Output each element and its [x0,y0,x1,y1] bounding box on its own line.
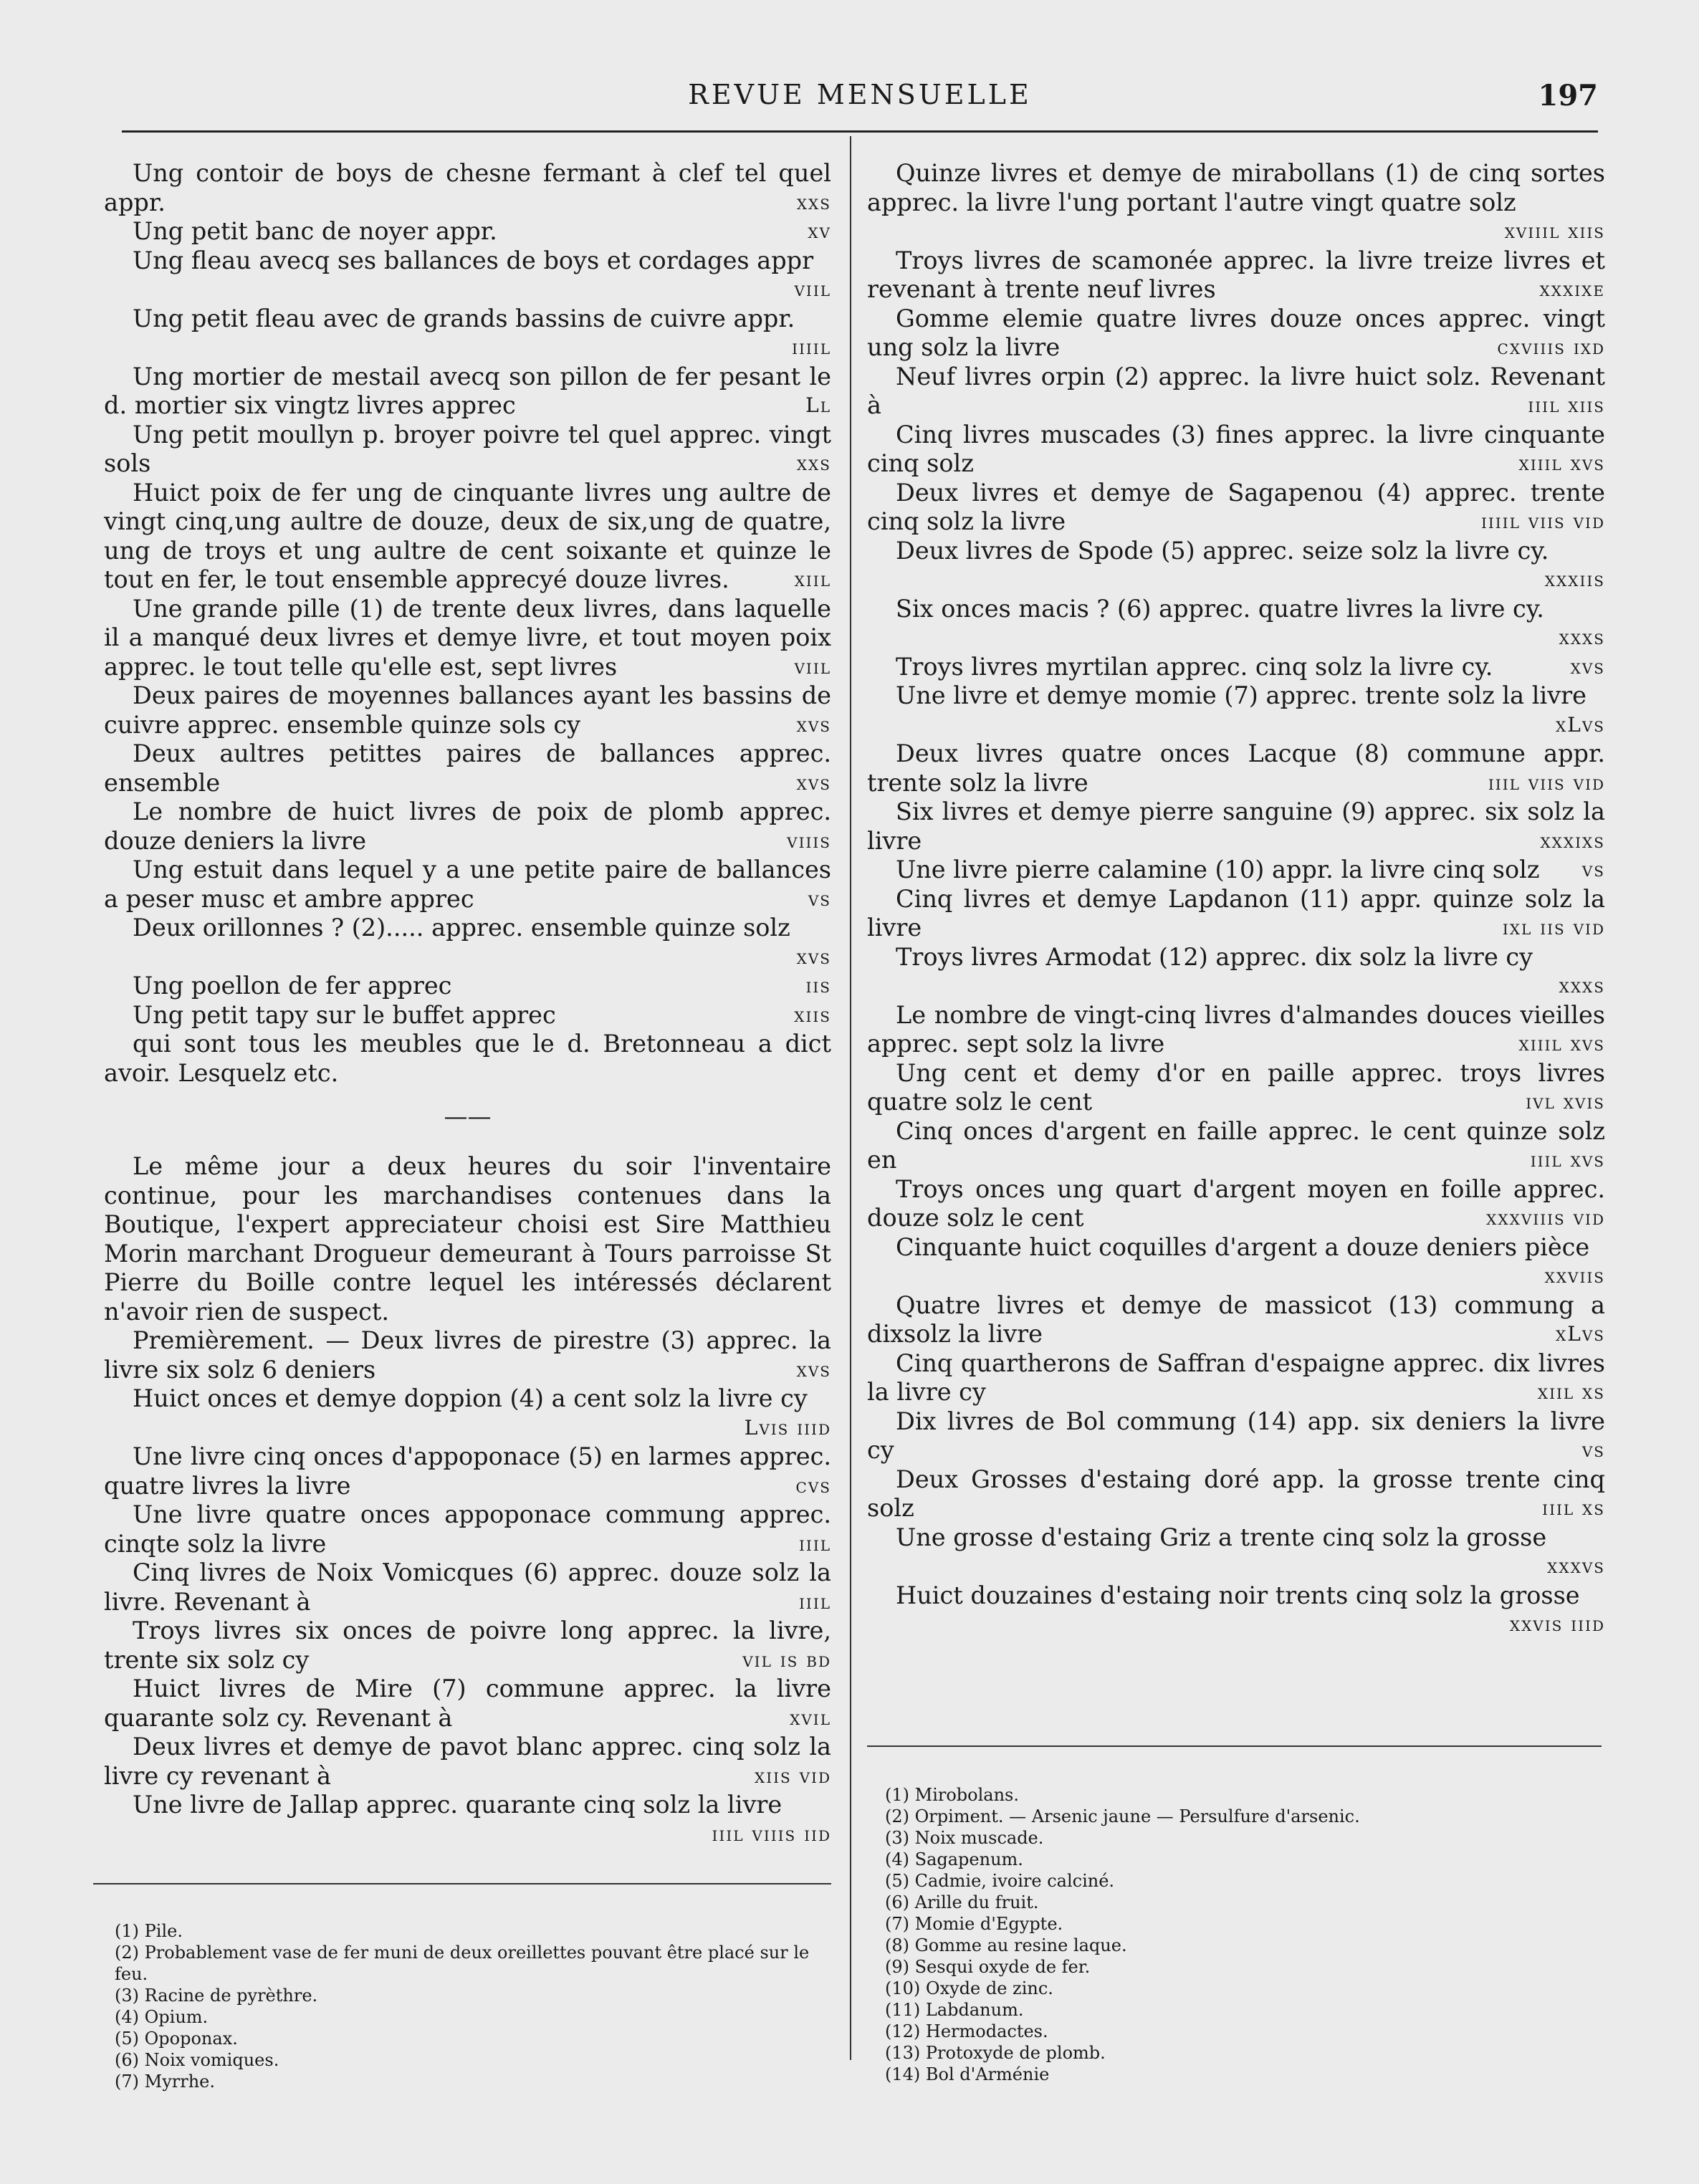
entry-text: Deux aultres petittes paires de ballances apprec. ensemble [104,739,831,797]
inventory-entry [867,421,1605,479]
right-footnotes [885,1784,1587,2085]
inventory-entry [867,1407,1605,1465]
footnote: (2) Probablement vase de fer muni de deux oreillettes pouvant être placé sur le feu. [115,1943,815,1984]
entry-amount: iiil xvs [1530,1148,1605,1172]
inventory-entry [104,305,831,363]
entry-amount: xiis [794,1002,831,1027]
left-footnotes [115,1920,831,2092]
page-header [122,79,1598,122]
entry-text: Cinq quartherons de Saffran d'espaigne apprec. dix livres la livre cy [867,1349,1605,1406]
entry-text: Ung petit banc de noyer appr. [133,217,497,245]
entry-text: Deux Grosses d'estaing doré app. la grosse trente cinq solz [867,1465,1605,1522]
footnote: (9) Sesqui oxyde de fer. [885,1957,1091,1977]
inventory-entry [104,421,831,479]
inventory-entry [104,856,831,914]
inventory-entry [867,159,1605,246]
entry-amount: xvs [796,944,831,969]
right-footnote-rule [867,1745,1602,1747]
entry-amount: iiil viis vid [1488,770,1605,795]
entry-text: Ung fleau avecq ses ballances de boys et cordages appr [133,246,814,274]
entry-amount: xxs [796,451,831,475]
entry-text: Deux paires de moyennes ballances ayant les bassins de cuivre apprec. ensemble quinze sols cy [104,681,831,739]
inventory-entry [104,479,831,595]
entry-text: Huict douzaines d'estaing noir trents cinq solz la grosse [896,1581,1580,1609]
footnote: (5) Cadmie, ivoire calciné. [885,1871,1115,1891]
entry-amount: xxvis iiid [1509,1612,1605,1636]
entry-text: Deux livres et demye de pavot blanc apprec. cinq solz la livre cy revenant à [104,1733,831,1790]
entry-amount: xxxixe [1539,277,1605,301]
footnote: (1) Mirobolans. [885,1785,1019,1805]
entry-text: Dix livres de Bol commung (14) app. six deniers la livre cy [867,1407,1605,1464]
inventory-entry [867,305,1605,363]
entry-amount: xxxvs [1547,1554,1605,1578]
footnote: (3) Noix muscade. [885,1828,1044,1848]
entry-amount: viiis [787,828,831,853]
entry-amount: iiil xs [1542,1496,1605,1520]
entry-text: Cinq onces d'argent en faille apprec. le cent quinze solz en [867,1116,1605,1174]
entry-amount: xxs [796,190,831,214]
inventory-entry [104,1001,831,1030]
right-entries [867,159,1605,1639]
entry-text: Une livre pierre calamine (10) appr. la livre cinq solz [896,856,1540,883]
entry-text: Ung estuit dans lequel y a une petite paire de ballances a peser musc et ambre apprec [104,856,831,913]
inventory-entry [867,856,1605,885]
inventory-entry [867,537,1605,595]
entry-text: Gomme elemie quatre livres douze onces apprec. vingt ung solz la livre [867,304,1605,361]
inventory-entry [867,1117,1605,1175]
inventory-entry [867,1581,1605,1639]
entry-amount: xLvs [1556,712,1605,737]
footnote: (6) Noix vomiques. [115,2050,279,2070]
entry-text: Ung petit tapy sur le buffet apprec [133,1000,556,1029]
inventory-entry [104,595,831,682]
inventory-entry [104,739,831,798]
entry-amount: xiil xs [1537,1380,1605,1404]
entry-text: Une livre et demye momie (7) apprec. trente solz la livre [896,681,1586,709]
entry-amount: cxviiis ixd [1497,335,1605,359]
inventory-entry [867,1291,1605,1349]
entry-amount: xiil [794,567,831,591]
footnote: (1) Pile. [115,1921,183,1941]
entry-amount: vs [1581,858,1605,881]
inventory-entry [104,159,831,217]
entry-text: Premièrement. — Deux livres de pirestre (3) apprec. la livre six solz 6 deniers [104,1326,831,1384]
inventory-entry [867,595,1605,653]
inventory-entry [104,1791,831,1849]
inventory-entry [104,681,831,739]
footnote: (12) Hermodactes. [885,2021,1048,2041]
entry-amount: xiiil xvs [1518,451,1605,475]
entry-amount: xxxs [1559,626,1605,649]
inventory-entry [104,1675,831,1733]
inventory-entry [104,363,831,421]
inventory-entry [104,1558,831,1617]
page-number: 197 [1538,79,1598,112]
entry-text: Ung petit fleau avec de grands bassins de cuivre appr. [133,304,795,332]
entry-text: Une grande pille (1) de trente deux livres, dans laquelle il a manqué deux livres et demye livre, et tout moyen poix apprec. le tout telle qu'elle est, sept livres [104,594,831,681]
footnote: (13) Protoxyde de plomb. [885,2043,1106,2063]
inventory-entry [104,1617,831,1675]
entry-text: Ung cent et demy d'or en paille apprec. troys livres quatre solz le cent [867,1058,1605,1116]
entry-amount: vs [1581,1438,1605,1462]
entry-text: Le nombre de huict livres de poix de plomb apprec. douze deniers la livre [104,798,831,855]
inventory-entry [867,1465,1605,1523]
entry-amount: xvil [790,1705,831,1730]
inventory-entry [104,1384,831,1442]
entry-amount: cvs [795,1473,831,1498]
entry-amount: xLvs [1556,1322,1605,1346]
entry-text: Huict livres de Mire (7) commune apprec. la livre quarante solz cy. Revenant à [104,1675,831,1732]
entry-amount: iiil xiis [1528,393,1605,417]
inventory-entry [104,1442,831,1500]
footnote: (14) Bol d'Arménie [885,2064,1050,2084]
inventory-entry [867,363,1605,421]
entry-text: Huict onces et demye doppion (4) a cent solz la livre cy [133,1384,808,1412]
intro-paragraph: Le même jour a deux heures du soir l'inventaire continue, pour les marchandises contenues dans la Boutique, l'expert appreciateur choisi est Sire Matthieu Morin marchant Drogueur demeurant à Tours parroisse St Pierre du Boille contre lequel les intéressés déclarent n'avoir rien de suspect. [104,1152,831,1326]
entry-text: Troys livres myrtilan apprec. cinq solz la livre cy. [896,652,1493,681]
inventory-entry [104,1500,831,1558]
entry-amount: xxxixs [1540,828,1605,853]
entry-amount: xxviis [1544,1264,1605,1288]
footnote: (4) Opium. [115,2007,209,2027]
inventory-entry [867,1233,1605,1291]
entry-text: Une livre quatre onces appoponace commung apprec. cinqte solz la livre [104,1500,831,1558]
entry-amount: xvs [796,770,831,795]
entry-text: Six onces macis ? (6) apprec. quatre livres la livre cy. [896,594,1544,623]
entry-text: Deux livres et demye de Sagapenou (4) apprec. trente cinq solz la livre [867,478,1605,535]
entry-text: Ung contoir de boys de chesne fermant à clef tel quel appr. [104,159,831,216]
entry-amount: xviiil xiis [1504,219,1605,243]
entry-text: Quatre livres et demye de massicot (13) commung a dixsolz la livre [867,1290,1605,1348]
entry-text: Neuf livres orpin (2) apprec. la livre huict solz. Revenant à [867,362,1605,419]
inventory-entry [104,1326,831,1384]
inventory-entry [867,885,1605,943]
inventory-entry [867,681,1605,739]
entry-amount: ixl iis vid [1502,916,1605,939]
footnote: (3) Racine de pyrèthre. [115,1986,318,2006]
entry-text: Une livre cinq onces d'appoponace (5) en larmes apprec. quatre livres la livre [104,1442,831,1500]
inventory-entry [867,1175,1605,1233]
entry-amount: xxxiis [1544,567,1605,591]
entry-amount: xxxviiis vid [1486,1206,1605,1230]
inventory-entry [867,798,1605,856]
running-title: REVUE MENSUELLE [688,79,1032,110]
inventory-entry [104,972,831,1001]
entry-text: Huict poix de fer ung de cinquante livres ung aultre de vingt cinq,ung aultre de douze, deux de six,ung de quatre, ung de troys et ung aultre de cent soixante et quinze le tout en fer, le tout ensemble apprecyé douze livres. [104,478,831,593]
inventory-entry [867,739,1605,798]
entry-amount: iiil viiis iid [712,1821,831,1846]
entry-text: qui sont tous les meubles que le d. Bretonneau a dict avoir. Lesquelz etc. [104,1030,831,1087]
inventory-entry [104,914,831,972]
entry-text: Cinq livres de Noix Vomicques (6) apprec. douze solz la livre. Revenant à [104,1558,831,1616]
inventory-entry [867,479,1605,537]
entry-text: Troys livres six onces de poivre long apprec. la livre, trente six solz cy [104,1617,831,1674]
entry-amount: Ll [805,393,831,417]
entry-amount: vs [808,886,831,911]
entry-text: Six livres et demye pierre sanguine (9) apprec. six solz la livre [867,798,1605,855]
column-divider [850,136,851,2060]
inventory-entry [867,943,1605,1001]
entry-text: Deux orillonnes ? (2)..... apprec. ensemble quinze solz [133,914,790,942]
footnote: (6) Arille du fruit. [885,1892,1039,1912]
entry-amount: xvs [796,712,831,737]
entry-amount: viil [794,654,831,679]
inventory-entry [104,798,831,856]
inventory-entry [104,1733,831,1791]
footnote: (4) Sagapenum. [885,1849,1023,1869]
inventory-entry [104,217,831,246]
inventory-entry [867,1349,1605,1407]
entry-amount: xvs [796,1357,831,1381]
entry-amount: vil is bd [742,1647,831,1672]
inventory-entry [867,246,1605,305]
inventory-entry [867,1523,1605,1581]
inventory-entry [104,1030,831,1088]
entry-text: Troys livres Armodat (12) apprec. dix solz la livre cy [896,942,1533,971]
left-entries-2 [104,1326,831,1849]
entry-text: Cinq livres muscades (3) fines apprec. la livre cinquante cinq solz [867,420,1605,477]
entry-amount: Lvis iiid [744,1415,831,1440]
inventory-entry [104,246,831,305]
entry-text: Deux livres quatre onces Lacque (8) commune appr. trente solz la livre [867,739,1605,797]
inventory-entry [867,1059,1605,1117]
entry-text: Ung mortier de mestail avecq son pillon de fer pesant le d. mortier six vingtz livres apprec [104,362,831,419]
section-separator: —— [444,1102,492,1130]
entry-amount: viil [794,277,831,301]
entry-text: Deux livres de Spode (5) apprec. seize solz la livre cy. [896,536,1549,565]
footnote: (7) Myrrhe. [115,2072,215,2092]
entry-amount: xxxs [1559,974,1605,997]
header-rule [122,130,1598,133]
footnote: (7) Momie d'Egypte. [885,1914,1063,1934]
footnote: (2) Orpiment. — Arsenic jaune — Persulfure d'arsenic. [885,1806,1360,1826]
entry-text: Cinquante huict coquilles d'argent a douze deniers pièce [896,1232,1590,1261]
entry-amount: ivl xvis [1526,1090,1605,1113]
entry-amount: iiil [799,1589,831,1614]
entry-text: Une grosse d'estaing Griz a trente cinq solz la grosse [896,1523,1547,1551]
entry-amount: iis [805,974,831,997]
entry-text: Quinze livres et demye de mirabollans (1) de cinq sortes apprec. la livre l'ung portant l'autre vingt quatre solz [867,159,1605,216]
entry-amount: iiiil viis vid [1480,509,1605,533]
footnote: (11) Labdanum. [885,2000,1024,2020]
footnote: (8) Gomme au resine laque. [885,1935,1127,1955]
inventory-entry [867,653,1605,682]
entry-amount: xv [808,219,831,243]
entry-text: Le nombre de vingt-cinq livres d'almandes douces vieilles apprec. sept solz la livre [867,1000,1605,1058]
footnote: (5) Opoponax. [115,2029,238,2049]
footnote: (10) Oxyde de zinc. [885,1978,1053,1998]
left-footnote-rule [93,1883,831,1884]
entry-text: Ung petit moullyn p. broyer poivre tel quel apprec. vingt sols [104,420,831,477]
entry-amount: xiis vid [754,1763,831,1788]
entry-amount: iiiil [792,335,831,359]
entry-amount: iiil [799,1531,831,1556]
inventory-entry [867,1001,1605,1059]
entry-text: Cinq livres et demye Lapdanon (11) appr. quinze solz la livre [867,884,1605,942]
entry-text: Une livre de Jallap apprec. quarante cinq solz la livre [133,1791,783,1819]
left-column [104,159,831,1849]
entry-amount: xiiil xvs [1518,1032,1605,1055]
left-entries [104,159,831,1088]
entry-amount: xvs [1570,654,1605,679]
entry-text: Ung poellon de fer apprec [133,972,452,1000]
entry-text: Troys livres de scamonée apprec. la livre treize livres et revenant à trente neuf livres [867,246,1605,303]
right-column [867,159,1605,1639]
entry-text: Troys onces ung quart d'argent moyen en foille apprec. douze solz le cent [867,1174,1605,1232]
